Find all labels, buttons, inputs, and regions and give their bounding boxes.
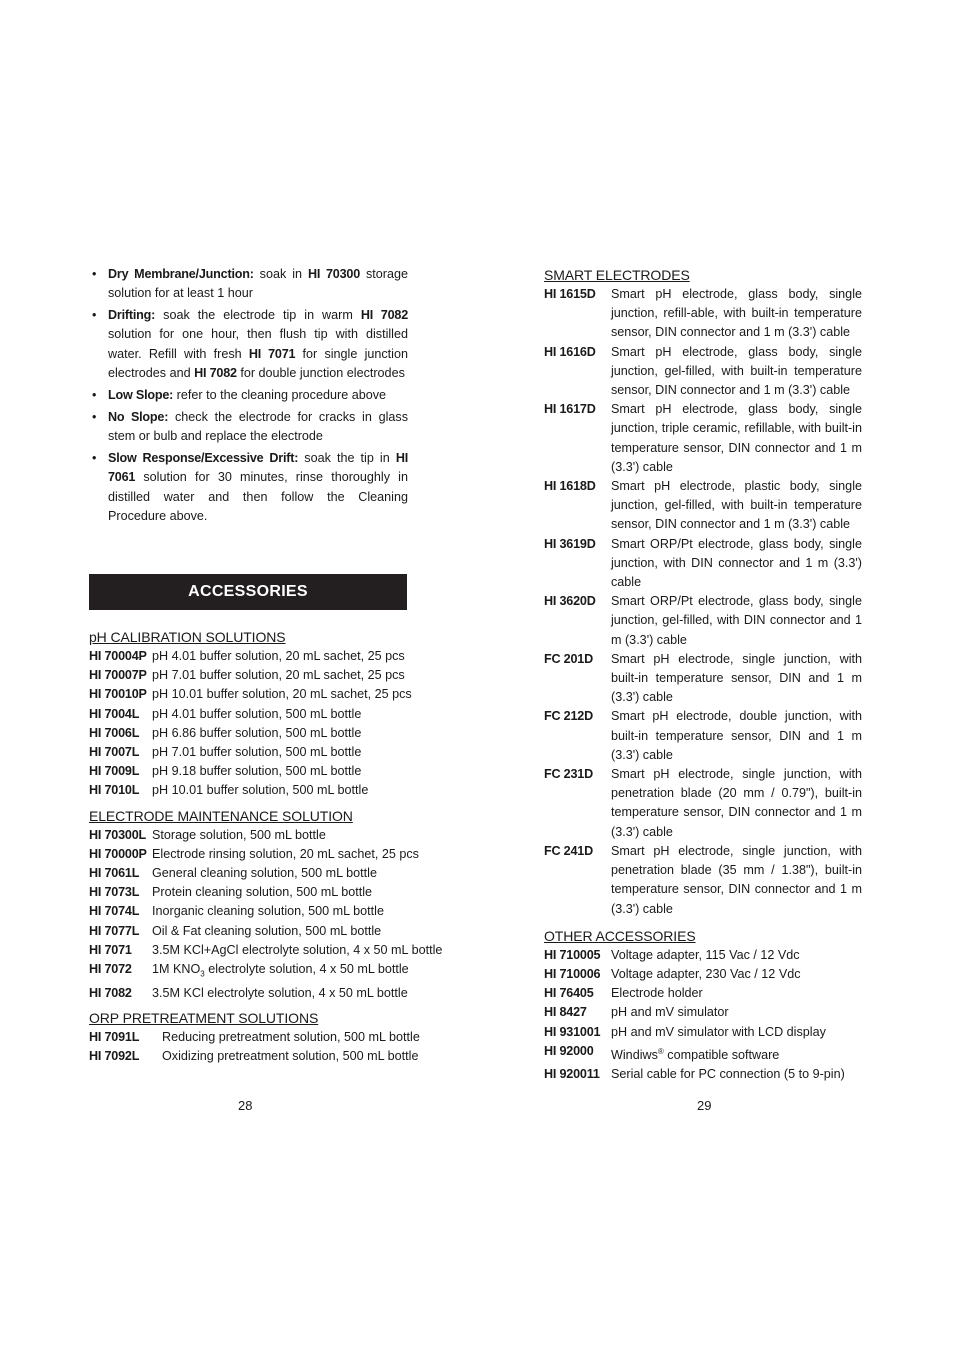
product-description: Smart pH electrode, double junction, with built-in temperature sensor, DIN and 1 m (3.3') cable [611, 709, 862, 762]
product-row [544, 707, 862, 765]
product-code: FC 201D [544, 651, 593, 666]
product-row [544, 765, 862, 842]
product-row [89, 762, 408, 781]
product-description: Smart ORP/Pt electrode, glass body, single junction, gel-filled, with DIN connector and 1 m (3.3') cable [611, 594, 862, 647]
bullet-text: soak the tip in [298, 451, 396, 466]
product-description: Voltage adapter, 230 Vac / 12 Vdc [611, 966, 801, 981]
product-row [544, 1003, 862, 1022]
bullet-text: for double junction electrodes [236, 366, 405, 381]
product-code: HI 7007L [89, 745, 140, 760]
product-description: Electrode rinsing solution, 20 mL sachet, 25 pcs [152, 846, 419, 861]
product-description: General cleaning solution, 500 mL bottle [152, 866, 377, 881]
product-description: Smart ORP/Pt electrode, glass body, single junction, with DIN connector and 1 m (3.3') cable [611, 536, 862, 590]
product-code: HI 7071 [89, 942, 132, 957]
product-description [611, 1042, 862, 1065]
left-column [89, 265, 408, 529]
bullet-dot: • [92, 451, 97, 466]
product-description: pH 7.01 buffer solution, 500 mL bottle [152, 745, 362, 760]
product-code: FC 241D [544, 843, 593, 858]
bullet-dot: • [92, 409, 97, 424]
product-row [544, 1023, 862, 1042]
product-row [89, 845, 419, 864]
product-code: HI 76405 [544, 986, 594, 1001]
product-code: HI 70300L [89, 827, 147, 842]
product-row [89, 1047, 419, 1066]
product-code: HI 1616D [544, 344, 596, 359]
product-row [544, 535, 862, 593]
bullet-label: Dry Membrane/Junction: [108, 267, 254, 281]
product-description: pH and mV simulator with LCD display [611, 1024, 826, 1039]
product-code: HI 70010P [89, 687, 147, 702]
product-code: HI 710005 [544, 947, 601, 962]
bullet-text: for single junction electrodes and [108, 346, 408, 381]
product-code: HI 7082 [360, 308, 408, 323]
product-description: Smart pH electrode, single junction, with penetration blade (20 mm / 0.79"), built-in temperature sensor, DIN connector and 1 m (3.3') cable [611, 767, 862, 839]
product-code: HI 3620D [544, 594, 596, 609]
product-row [89, 724, 408, 743]
product-description: Smart pH electrode, glass body, single junction, gel-filled, with built-in temperature sensor, DIN connector and 1 m (3.3') cable [611, 344, 862, 398]
bullet-label: No Slope: [108, 409, 169, 424]
product-row [544, 592, 862, 650]
bullet-text: solution for one hour, then flush tip with distilled water. Refill with fresh [108, 327, 408, 361]
product-row [89, 705, 408, 724]
bullet-no-slope [89, 408, 408, 447]
product-code: HI 1617D [544, 402, 596, 417]
bullet-dot: • [92, 387, 97, 402]
product-row [544, 1042, 862, 1065]
bullet-dot: • [92, 308, 97, 323]
product-code: HI 710006 [544, 966, 601, 981]
product-code: HI 8427 [544, 1005, 587, 1020]
product-code: HI 931001 [544, 1024, 601, 1039]
product-description: pH 7.01 buffer solution, 20 mL sachet, 25 pcs [152, 668, 405, 683]
bullet-drifting [89, 306, 408, 383]
product-row [89, 902, 408, 921]
subscript: 3 [200, 969, 205, 979]
product-code: HI 7072 [89, 962, 132, 977]
product-description: Reducing pretreatment solution, 500 mL bottle [162, 1029, 420, 1044]
section-title: ELECTRODE MAINTENANCE SOLUTION [89, 807, 353, 824]
section-title: ORP PRETREATMENT SOLUTIONS [89, 1009, 319, 1026]
product-code: HI 920011 [544, 1067, 600, 1082]
page-number-left: 28 [238, 1098, 253, 1113]
description-text: compatible software [663, 1047, 780, 1062]
bullet-label: Low Slope: [108, 387, 174, 402]
product-description: pH 6.86 buffer solution, 500 mL bottle [152, 725, 362, 740]
product-code: FC 231D [544, 767, 593, 782]
product-description: Oil & Fat cleaning solution, 500 mL bottle [152, 923, 382, 938]
electrode-maintenance-list [89, 826, 443, 1003]
product-description: Protein cleaning solution, 500 mL bottle [152, 885, 373, 900]
section-title: OTHER ACCESSORIES [544, 927, 696, 944]
product-description: pH 4.01 buffer solution, 500 mL bottle [152, 706, 362, 721]
product-code: HI 7091L [89, 1029, 140, 1044]
product-code: HI 7010L [89, 783, 140, 798]
product-row [89, 864, 408, 883]
description-text: 1M KNO [152, 962, 201, 977]
product-code: HI 7071 [248, 346, 296, 361]
product-code: HI 7073L [89, 885, 140, 900]
product-description: Inorganic cleaning solution, 500 mL bottle [152, 904, 384, 919]
troubleshooting-list [89, 265, 408, 526]
description-text: electrolyte solution, 4 x 50 mL bottle [204, 962, 409, 977]
product-code: HI 70000P [89, 846, 147, 861]
product-code: HI 70300 [308, 267, 361, 281]
smart-electrodes-list [544, 285, 862, 919]
product-row [544, 650, 862, 708]
product-code: HI 7004L [89, 706, 140, 721]
product-code: HI 3619D [544, 536, 596, 551]
orp-pretreatment-section [89, 1008, 420, 1066]
other-accessories-list [544, 946, 862, 1085]
product-description: 3.5M KCl+AgCl electrolyte solution, 4 x 50 mL bottle [152, 942, 443, 957]
product-row [89, 743, 408, 762]
product-row [544, 984, 862, 1003]
product-row [544, 1065, 862, 1084]
bullet-low-slope [89, 386, 408, 405]
product-description: Smart pH electrode, plastic body, single junction, gel-filled, with built-in temperature sensor, DIN connector and 1 m (3.3') cable [611, 479, 862, 532]
product-row [544, 400, 862, 477]
description-text: Windiws [611, 1047, 658, 1062]
product-code: HI 7074L [89, 904, 140, 919]
product-description: Smart pH electrode, single junction, with penetration blade (35 mm / 1.38"), built-in temperature sensor, DIN connector and 1 m (3.3') cable [611, 843, 862, 916]
bullet-label: Slow Response/Excessive Drift: [108, 451, 299, 466]
product-row [89, 922, 408, 941]
product-code: HI 7077L [89, 923, 140, 938]
product-code: HI 7082 [194, 366, 237, 381]
product-row [544, 285, 862, 343]
product-description [152, 960, 409, 984]
product-row [544, 343, 862, 401]
product-code: HI 7061 [108, 451, 409, 485]
product-row [89, 941, 443, 960]
bullet-text: refer to the cleaning procedure above [173, 387, 387, 402]
page-number-right: 29 [697, 1098, 712, 1113]
product-description: pH 10.01 buffer solution, 500 mL bottle [152, 783, 369, 798]
product-row [89, 666, 408, 685]
product-description: Electrode holder [611, 986, 703, 1001]
product-code: HI 1618D [544, 479, 596, 494]
product-code: HI 7082 [89, 985, 132, 1000]
registered-mark: ® [657, 1046, 664, 1056]
section-title: pH CALIBRATION SOLUTIONS [89, 629, 286, 645]
ph-calibration-list [89, 647, 412, 801]
product-description: 3.5M KCl electrolyte solution, 4 x 50 mL bottle [152, 985, 408, 1000]
product-code: HI 7092L [89, 1049, 140, 1064]
bullet-dot: • [92, 267, 97, 281]
product-code: HI 70004P [89, 649, 147, 663]
smart-electrodes-section [544, 265, 862, 919]
product-description: pH 4.01 buffer solution, 20 mL sachet, 25 pcs [152, 649, 405, 663]
product-row [89, 781, 408, 800]
bullet-dry-membrane [89, 265, 408, 304]
product-description: Oxidizing pretreatment solution, 500 mL bottle [162, 1049, 419, 1064]
product-description: pH 9.18 buffer solution, 500 mL bottle [152, 764, 362, 779]
product-code: HI 70007P [89, 668, 147, 683]
section-title: SMART ELECTRODES [544, 267, 690, 283]
ph-calibration-section [89, 627, 412, 801]
product-description: Smart pH electrode, glass body, single junction, triple ceramic, refillable, with built-in temperature sensor, DIN connector and 1 m (3.3') cable [611, 402, 862, 474]
product-description: Voltage adapter, 115 Vac / 12 Vdc [611, 947, 800, 962]
bullet-text: check the electrode for cracks in glass stem or bulb and replace the electrode [108, 409, 408, 444]
product-code: HI 7061L [89, 866, 140, 881]
product-row [544, 842, 862, 919]
right-column [544, 265, 862, 1084]
product-row [89, 984, 408, 1003]
bullet-text: solution for 30 minutes, rinse thoroughly in distilled water and then follow the Cleaning Procedure above. [108, 470, 408, 523]
product-description: Storage solution, 500 mL bottle [152, 827, 326, 842]
product-description: Smart pH electrode, glass body, single junction, refill-able, with built-in temperature sensor, DIN connector and 1 m (3.3') cable [611, 287, 862, 340]
product-code: HI 7006L [89, 725, 140, 740]
other-accessories-section [544, 926, 862, 1085]
orp-pretreatment-list [89, 1028, 420, 1066]
product-code: HI 7009L [89, 764, 140, 779]
product-row [544, 946, 862, 965]
bullet-text: soak the electrode tip in warm [155, 308, 361, 323]
product-row [544, 477, 862, 535]
product-code: HI 1615D [544, 287, 596, 301]
product-row [544, 965, 862, 984]
bullet-text: storage solution for at least 1 hour [108, 267, 408, 301]
electrode-maintenance-section [89, 806, 443, 1003]
product-description: pH 10.01 buffer solution, 20 mL sachet, 25 pcs [152, 687, 412, 702]
product-row [89, 685, 412, 704]
product-row [89, 647, 408, 666]
left-accessories [89, 627, 443, 1066]
product-row [89, 826, 408, 845]
product-code: FC 212D [544, 709, 593, 724]
product-description: Smart pH electrode, single junction, with built-in temperature sensor, DIN and 1 m (3.3') cable [611, 651, 862, 705]
bullet-text: soak in [253, 267, 309, 281]
bullet-slow-response [89, 449, 408, 526]
product-description: pH and mV simulator [611, 1005, 729, 1020]
product-description: Serial cable for PC connection (5 to 9-pin) [611, 1067, 845, 1082]
product-code: HI 92000 [544, 1043, 594, 1058]
bullet-label: Drifting: [108, 308, 156, 323]
product-row [89, 1028, 420, 1047]
product-row [89, 883, 408, 902]
accessories-heading: ACCESSORIES [89, 574, 407, 610]
product-row [89, 960, 408, 984]
